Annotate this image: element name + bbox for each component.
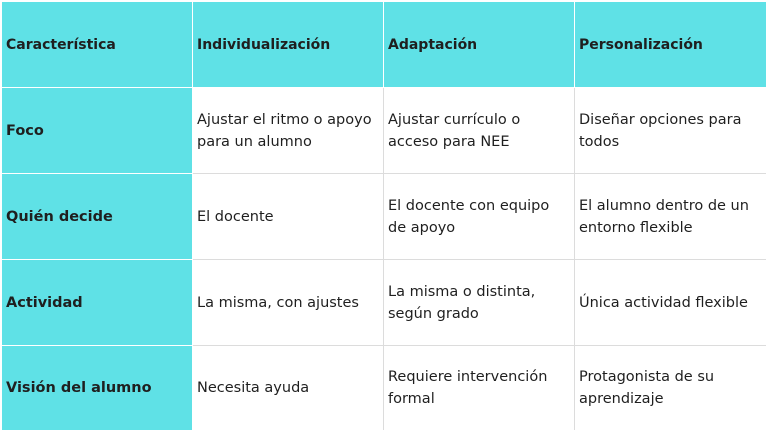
table-cell: Necesita ayuda xyxy=(193,346,384,430)
table-cell: La misma, con ajustes xyxy=(193,260,384,346)
table-cell: La misma o distinta, según grado xyxy=(384,260,575,346)
table-cell: Diseñar opciones para todos xyxy=(575,88,766,174)
table-cell: Ajustar currículo o acceso para NEE xyxy=(384,88,575,174)
row-label-actividad: Actividad xyxy=(2,260,193,346)
table-cell: Protagonista de su aprendizaje xyxy=(575,346,766,430)
table-cell: El docente xyxy=(193,174,384,260)
header-cell-adaptacion: Adaptación xyxy=(384,2,575,88)
table-cell: El alumno dentro de un entorno flexible xyxy=(575,174,766,260)
row-label-foco: Foco xyxy=(2,88,193,174)
header-cell-personalizacion: Personalización xyxy=(575,2,766,88)
table-cell: Ajustar el ritmo o apoyo para un alumno xyxy=(193,88,384,174)
table-cell: El docente con equipo de apoyo xyxy=(384,174,575,260)
table-cell: Requiere intervención formal xyxy=(384,346,575,430)
header-cell-caracteristica: Característica xyxy=(2,2,193,88)
header-cell-individualizacion: Individualización xyxy=(193,2,384,88)
row-label-vision-del-alumno: Visión del alumno xyxy=(2,346,193,430)
row-label-quien-decide: Quién decide xyxy=(2,174,193,260)
table-cell: Única actividad flexible xyxy=(575,260,766,346)
comparison-table xyxy=(2,2,766,430)
